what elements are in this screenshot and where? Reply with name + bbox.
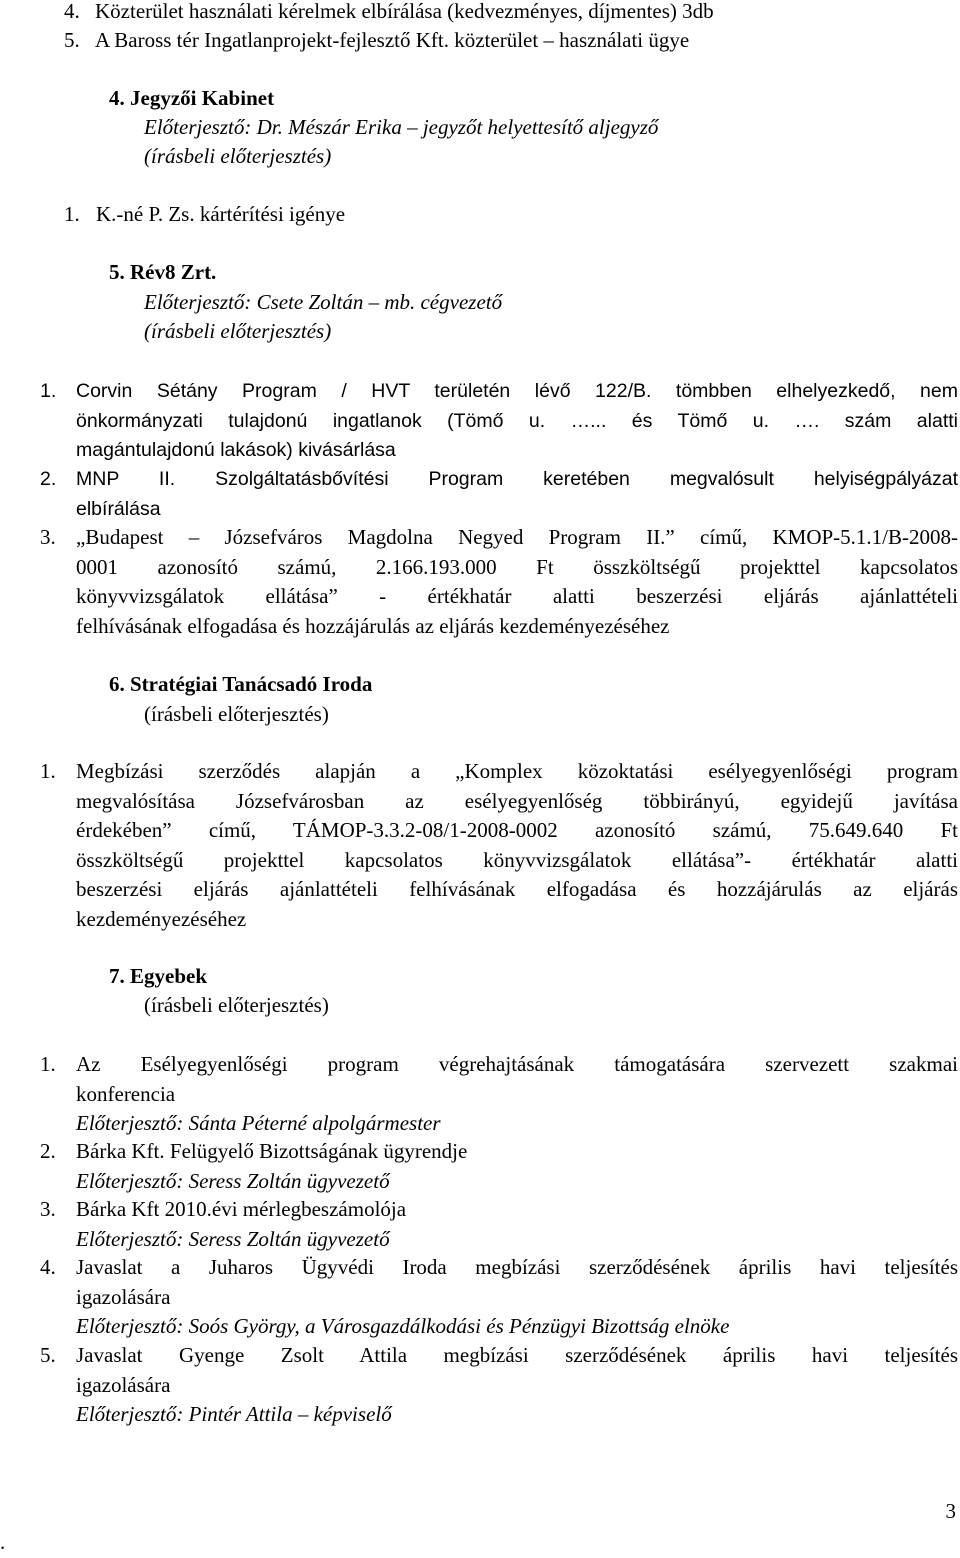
page-number: 3 — [945, 1499, 956, 1523]
item-line: MNP II. Szolgáltatásbővítési Program keretében megvalósult helyiségpályázat — [76, 468, 958, 490]
presenter: Előterjesztő: Seress Zoltán ügyvezető — [76, 1226, 390, 1251]
item-number: 2. — [40, 1139, 56, 1163]
list-item — [40, 1050, 958, 1139]
item-line: Javaslat a Juharos Ügyvédi Iroda megbízási szerződésének április havi teljesítés — [76, 1255, 958, 1279]
list-item — [40, 1195, 958, 1254]
list-item — [40, 757, 958, 934]
item-line: Bárka Kft 2010.évi mérlegbeszámolója — [76, 1197, 407, 1221]
presenter: Előterjesztő: Soós György, a Városgazdálkodási és Pénzügyi Bizottság elnöke — [76, 1314, 730, 1338]
section-heading: 7. Egyebek — [109, 964, 208, 988]
item-line: önkormányzati tulajdonú ingatlanok (Tömő u. …... és Tömő u. …. szám alatti — [76, 409, 958, 432]
item-number: 5. — [64, 28, 80, 52]
item-text: K.-né P. Zs. kártérítési igénye — [96, 202, 346, 226]
item-text: A Baross tér Ingatlanprojekt-fejlesztő Kft. közterület – használati ügye — [95, 28, 690, 52]
item-line: összköltségű projekttel kapcsolatos könyvvizsgálatok ellátása”- értékhatár alatti — [76, 847, 958, 872]
item-line: Megbízási szerződés alapján a „Komplex közoktatási esélyegyenlőségi program — [76, 759, 958, 783]
presenter: Előterjesztő: Seress Zoltán ügyvezető — [76, 1168, 390, 1193]
item-line: „Budapest – Józsefváros Magdolna Negyed Program II.” című, KMOP-5.1.1/B-2008- — [76, 525, 958, 549]
item-line: Javaslat Gyenge Zsolt Attila megbízási szerződésének április havi teljesítés — [76, 1343, 958, 1367]
item-line: beszerzési eljárás ajánlattételi felhívásának elfogadása és hozzájárulás az eljárás — [76, 877, 958, 901]
item-number: 1. — [40, 380, 57, 402]
item-line: érdekében” című, TÁMOP-3.3.2-08/1-2008-0002 azonosító számú, 75.649.640 Ft — [76, 818, 958, 842]
section-heading: 6. Stratégiai Tanácsadó Iroda — [109, 672, 373, 696]
footer-mark: . — [0, 1530, 6, 1554]
item-number: 3. — [40, 1197, 56, 1221]
item-line: Az Esélyegyenlőségi program végrehajtásának támogatására szervezett szakmai — [76, 1052, 958, 1076]
presenter: Előterjesztő: Sánta Péterné alpolgármester — [76, 1111, 441, 1135]
list-item — [64, 0, 714, 27]
item-number: 1. — [40, 1052, 56, 1076]
item-line: kezdeményezéséhez — [76, 906, 247, 931]
list-item — [64, 26, 689, 56]
item-line: Bárka Kft. Felügyelő Bizottságának ügyrendje — [76, 1139, 468, 1163]
list-item — [40, 1137, 958, 1196]
list-item — [40, 523, 958, 641]
item-line: 0001 azonosító számú, 2.166.193.000 Ft összköltségű projekttel kapcsolatos — [76, 554, 958, 579]
item-line: igazolására — [76, 1372, 171, 1397]
list-item — [40, 1253, 958, 1342]
submission-type: (írásbeli előterjesztés) — [144, 993, 329, 1017]
item-number: 5. — [40, 1343, 56, 1367]
item-line: magántulajdonú lakások) kivásárlása — [76, 439, 396, 461]
section-heading: 4. Jegyzői Kabinet — [109, 86, 275, 110]
item-number: 2. — [40, 468, 57, 490]
presenter: Előterjesztő: Pintér Attila – képviselő — [76, 1402, 392, 1426]
list-item — [40, 1341, 958, 1430]
list-item — [64, 200, 345, 230]
item-line: igazolására — [76, 1284, 171, 1309]
item-line: felhívásának elfogadása és hozzájárulás az eljárás kezdeményezéséhez — [76, 613, 670, 638]
item-line: elbírálása — [76, 497, 161, 520]
section-heading: 5. Rév8 Zrt. — [109, 260, 217, 284]
item-line: konferencia — [76, 1081, 176, 1106]
list-item — [40, 377, 958, 466]
presenter: Előterjesztő: Csete Zoltán – mb. cégvezető — [144, 290, 503, 314]
list-item — [40, 465, 958, 524]
item-number: 4. — [40, 1255, 56, 1279]
item-number: 3. — [40, 525, 56, 549]
submission-type: (írásbeli előterjesztés) — [144, 319, 332, 343]
item-line: megvalósítása Józsefvárosban az esélyegyenlőség többirányú, egyidejű javítása — [76, 788, 958, 813]
presenter: Előterjesztő: Dr. Mészár Erika – jegyzőt helyettesítő aljegyző — [144, 115, 659, 139]
item-number: 1. — [40, 759, 56, 783]
item-text: Közterület használati kérelmek elbírálása (kedvezményes, díjmentes) 3db — [95, 0, 714, 23]
item-number: 1. — [64, 202, 80, 226]
item-line: Corvin Sétány Program / HVT területén lévő 122/B. tömbben elhelyezkedő, nem — [76, 380, 958, 402]
submission-type: (írásbeli előterjesztés) — [144, 144, 332, 168]
item-number: 4. — [64, 0, 80, 23]
item-line: könyvvizsgálatok ellátása” - értékhatár alatti beszerzési eljárás ajánlattételi — [76, 584, 958, 608]
submission-type: (írásbeli előterjesztés) — [144, 702, 329, 726]
